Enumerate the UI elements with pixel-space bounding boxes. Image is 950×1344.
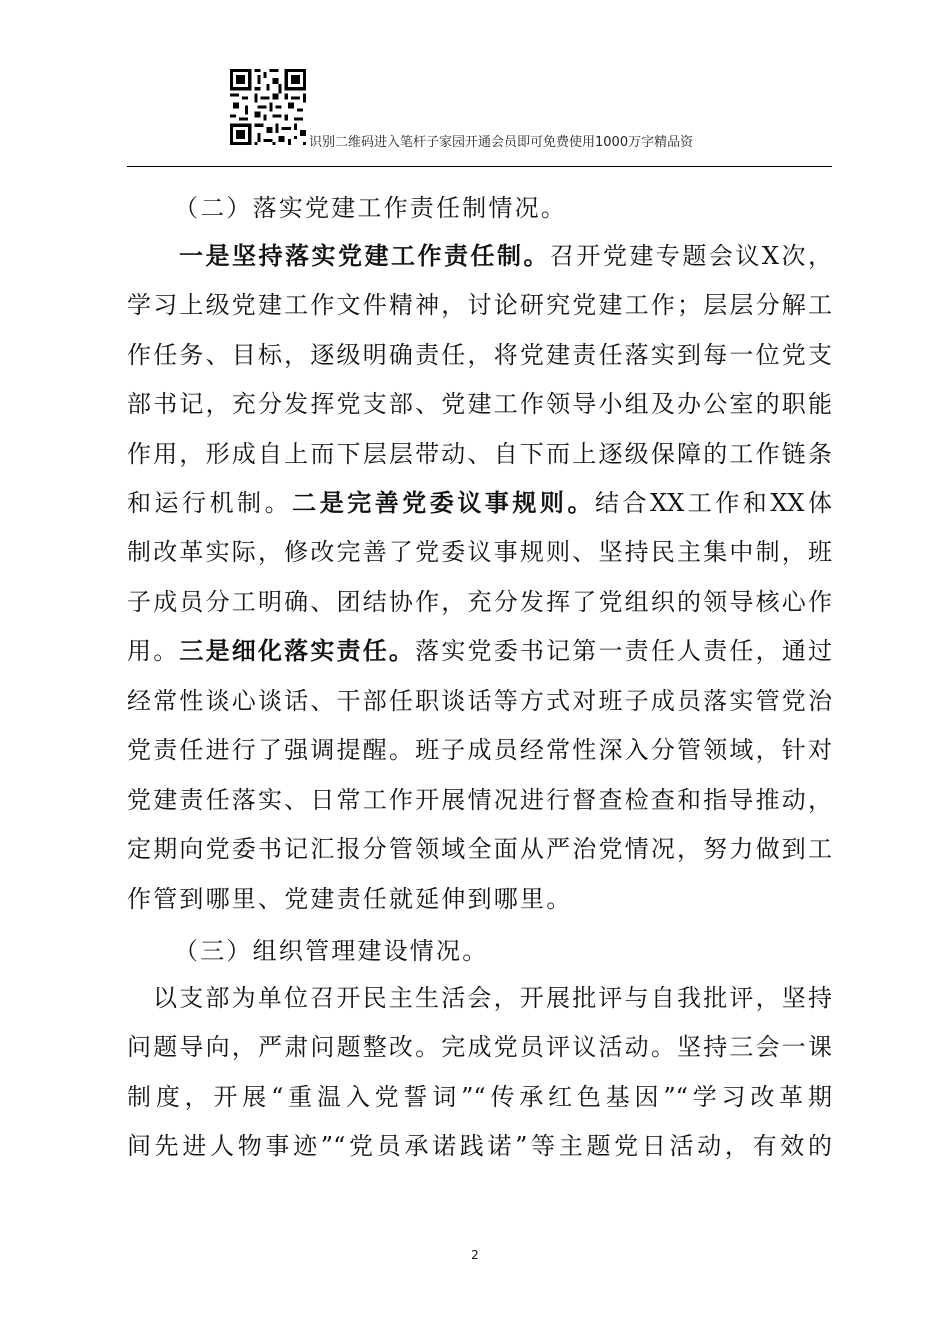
paragraph-1-line-8: 子成员分工明确、团结协作，充分发挥了党组织的领导核心作 <box>127 588 832 616</box>
bold-lead-1: 一是坚持落实党建工作责任制。 <box>179 241 550 270</box>
bold-lead-3: 三是细化落实责任。 <box>179 636 416 665</box>
page-number: 2 <box>471 1248 479 1262</box>
bold-lead-2: 二是完善党委议事规则。 <box>292 488 595 517</box>
section-heading-2: （二）落实党建工作责任制情况。 <box>174 194 567 222</box>
paragraph-1-line-1 <box>127 241 832 271</box>
text-run: 结合XX工作和XX体 <box>594 489 833 517</box>
paragraph-1-line-6 <box>127 488 832 518</box>
paragraph-1-line-10: 经常性谈心谈话、干部任职谈话等方式对班子成员落实管党治 <box>127 687 832 715</box>
qr-code-icon <box>230 69 306 145</box>
paragraph-1-line-9 <box>127 636 832 666</box>
section-heading-3: （三）组织管理建设情况。 <box>174 937 489 965</box>
paragraph-2-line-2: 问题导向，严肃问题整改。完成党员评议活动。坚持三会一课 <box>127 1033 832 1061</box>
paragraph-1-line-13: 定期向党委书记汇报分管领域全面从严治党情况，努力做到工 <box>127 835 832 863</box>
paragraph-1-line-14: 作管到哪里、党建责任就延伸到哪里。 <box>127 885 573 913</box>
paragraph-1-line-5: 作用，形成自上而下层层带动、自下而上逐级保障的工作链条 <box>127 440 832 468</box>
paragraph-2-line-1: 以支部为单位召开民主生活会，开展批评与自我批评，坚持 <box>153 984 832 1012</box>
header-promo-text: 识别二维码进入笔杆子家园开通会员即可免费使用1000万字精品资 <box>309 135 694 150</box>
paragraph-2-line-4: 间先进人物事迹”“党员承诺践诺”等主题党日活动，有效的 <box>127 1132 832 1160</box>
paragraph-1-line-11: 党责任进行了强调提醒。班子成员经常性深入分管领域，针对 <box>127 736 832 764</box>
text-run: 和运行机制。 <box>127 489 293 517</box>
text-run: 落实党委书记第一责任人责任，通过 <box>415 637 833 665</box>
header-divider <box>127 166 832 167</box>
paragraph-1-line-2: 学习上级党建工作文件精神，讨论研究党建工作；层层分解工 <box>127 291 832 319</box>
paragraph-1-line-12: 党建责任落实、日常工作开展情况进行督查检查和指导推动， <box>127 786 832 814</box>
paragraph-1-line-7: 制改革实际，修改完善了党委议事规则、坚持民主集中制，班 <box>127 538 832 566</box>
text-run: 用。 <box>127 637 180 665</box>
paragraph-2-line-3: 制度，开展“重温入党誓词”“传承红色基因”“学习改革期 <box>127 1083 832 1111</box>
paragraph-1-line-3: 作任务、目标，逐级明确责任，将党建责任落实到每一位党支 <box>127 341 832 369</box>
text-run: 召开党建专题会议X次， <box>549 242 832 270</box>
paragraph-1-line-4: 部书记，充分发挥党支部、党建工作领导小组及办公室的职能 <box>127 390 832 418</box>
